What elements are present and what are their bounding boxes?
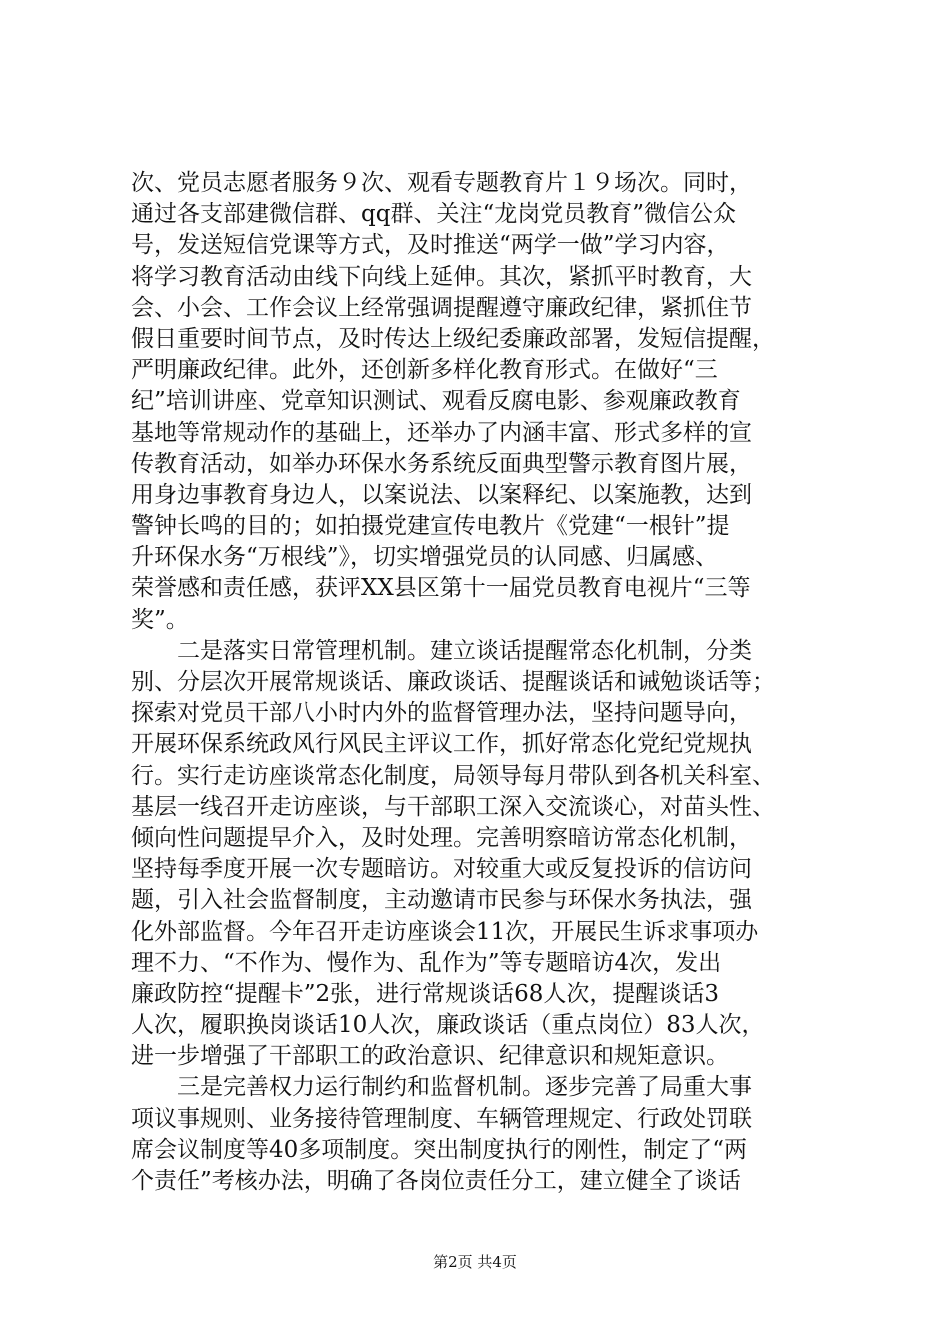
text-line: 假日重要时间节点，及时传达上级纪委廉政部署，发短信提醒， xyxy=(131,325,775,352)
text-line: 行。实行走访座谈常态化制度，局领导每月带队到各机关科室、 xyxy=(131,762,775,789)
text-line: 倾向性问题提早介入，及时处理。完善明察暗访常态化机制， xyxy=(131,824,752,851)
text-line: 坚持每季度开展一次专题暗访。对较重大或反复投诉的信访问 xyxy=(131,856,752,883)
text-line: 别、分层次开展常规谈话、廉政谈话、提醒谈话和诫勉谈话等； xyxy=(131,669,775,695)
text-line: 进一步增强了干部职工的政治意识、纪律意识和规矩意识。 xyxy=(131,1043,729,1070)
text-line: 将学习教育活动由线下向线上延伸。其次，紧抓平时教育，大 xyxy=(131,263,752,290)
text-line: 探索对党员干部八小时内外的监督管理办法，坚持问题导向， xyxy=(131,700,752,727)
text-line: 理不力、“不作为、慢作为、乱作为”等专题暗访4次，发出 xyxy=(131,949,722,976)
text-line: 荣誉感和责任感，获评XX县区第十一届党员教育电视片“三等 xyxy=(131,575,751,602)
text-line: 警钟长鸣的目的；如拍摄党建宣传电教片《党建“一根针”提 xyxy=(131,513,730,540)
text-line: 奖”。 xyxy=(131,606,189,633)
text-line: 纪”培训讲座、党章知识测试、观看反腐电影、参观廉政教育 xyxy=(131,388,741,415)
text-line: 基地等常规动作的基础上，还举办了内涵丰富、形式多样的宣 xyxy=(131,419,752,446)
text-line: 廉政防控“提醒卡”2张，进行常规谈话68人次，提醒谈话3 xyxy=(131,980,720,1007)
text-line: 会、小会、工作会议上经常强调提醒遵守廉政纪律，紧抓住节 xyxy=(131,294,752,321)
text-line: 基层一线召开走访座谈，与干部职工深入交流谈心，对苗头性、 xyxy=(131,793,775,820)
text-line: 席会议制度等40多项制度。突出制度执行的刚性，制定了“两 xyxy=(131,1136,748,1163)
text-line: 用身边事教育身边人，以案说法、以案释纪、以案施教，达到 xyxy=(131,481,752,508)
text-line: 项议事规则、业务接待管理制度、车辆管理规定、行政处罚联 xyxy=(131,1105,752,1132)
text-line: 化外部监督。今年召开走访座谈会11次，开展民生诉求事项办 xyxy=(131,918,759,945)
text-line: 开展环保系统政风行风民主评议工作，抓好常态化党纪党规执 xyxy=(131,731,752,758)
text-line: 题，引入社会监督制度，主动邀请市民参与环保水务执法，强 xyxy=(131,887,752,914)
text-line: 二是落实日常管理机制。建立谈话提醒常态化机制，分类 xyxy=(131,637,752,664)
text-line: 次、党员志愿者服务９次、观看专题教育片１９场次。同时， xyxy=(131,170,752,196)
text-line: 升环保水务“万根线”》，切实增强党员的认同感、归属感、 xyxy=(131,544,719,571)
text-line: 三是完善权力运行制约和监督机制。逐步完善了局重大事 xyxy=(131,1074,752,1101)
text-line: 人次，履职换岗谈话10人次，廉政谈话（重点岗位）83人次， xyxy=(131,1012,765,1039)
text-line: 通过各支部建微信群、qq群、关注“龙岗党员教育”微信公众 xyxy=(131,201,736,228)
text-line: 个责任”考核办法，明确了各岗位责任分工，建立健全了谈话 xyxy=(131,1168,741,1194)
text-line: 严明廉政纪律。此外，还创新多样化教育形式。在做好“三 xyxy=(131,357,718,384)
text-line: 号，发送短信党课等方式，及时推送“两学一做”学习内容， xyxy=(131,232,730,259)
body-text xyxy=(131,168,841,1197)
text-line: 传教育活动，如举办环保水务系统反面典型警示教育图片展， xyxy=(131,450,752,477)
page-number-footer: 第2页 共4页 xyxy=(433,1253,517,1271)
